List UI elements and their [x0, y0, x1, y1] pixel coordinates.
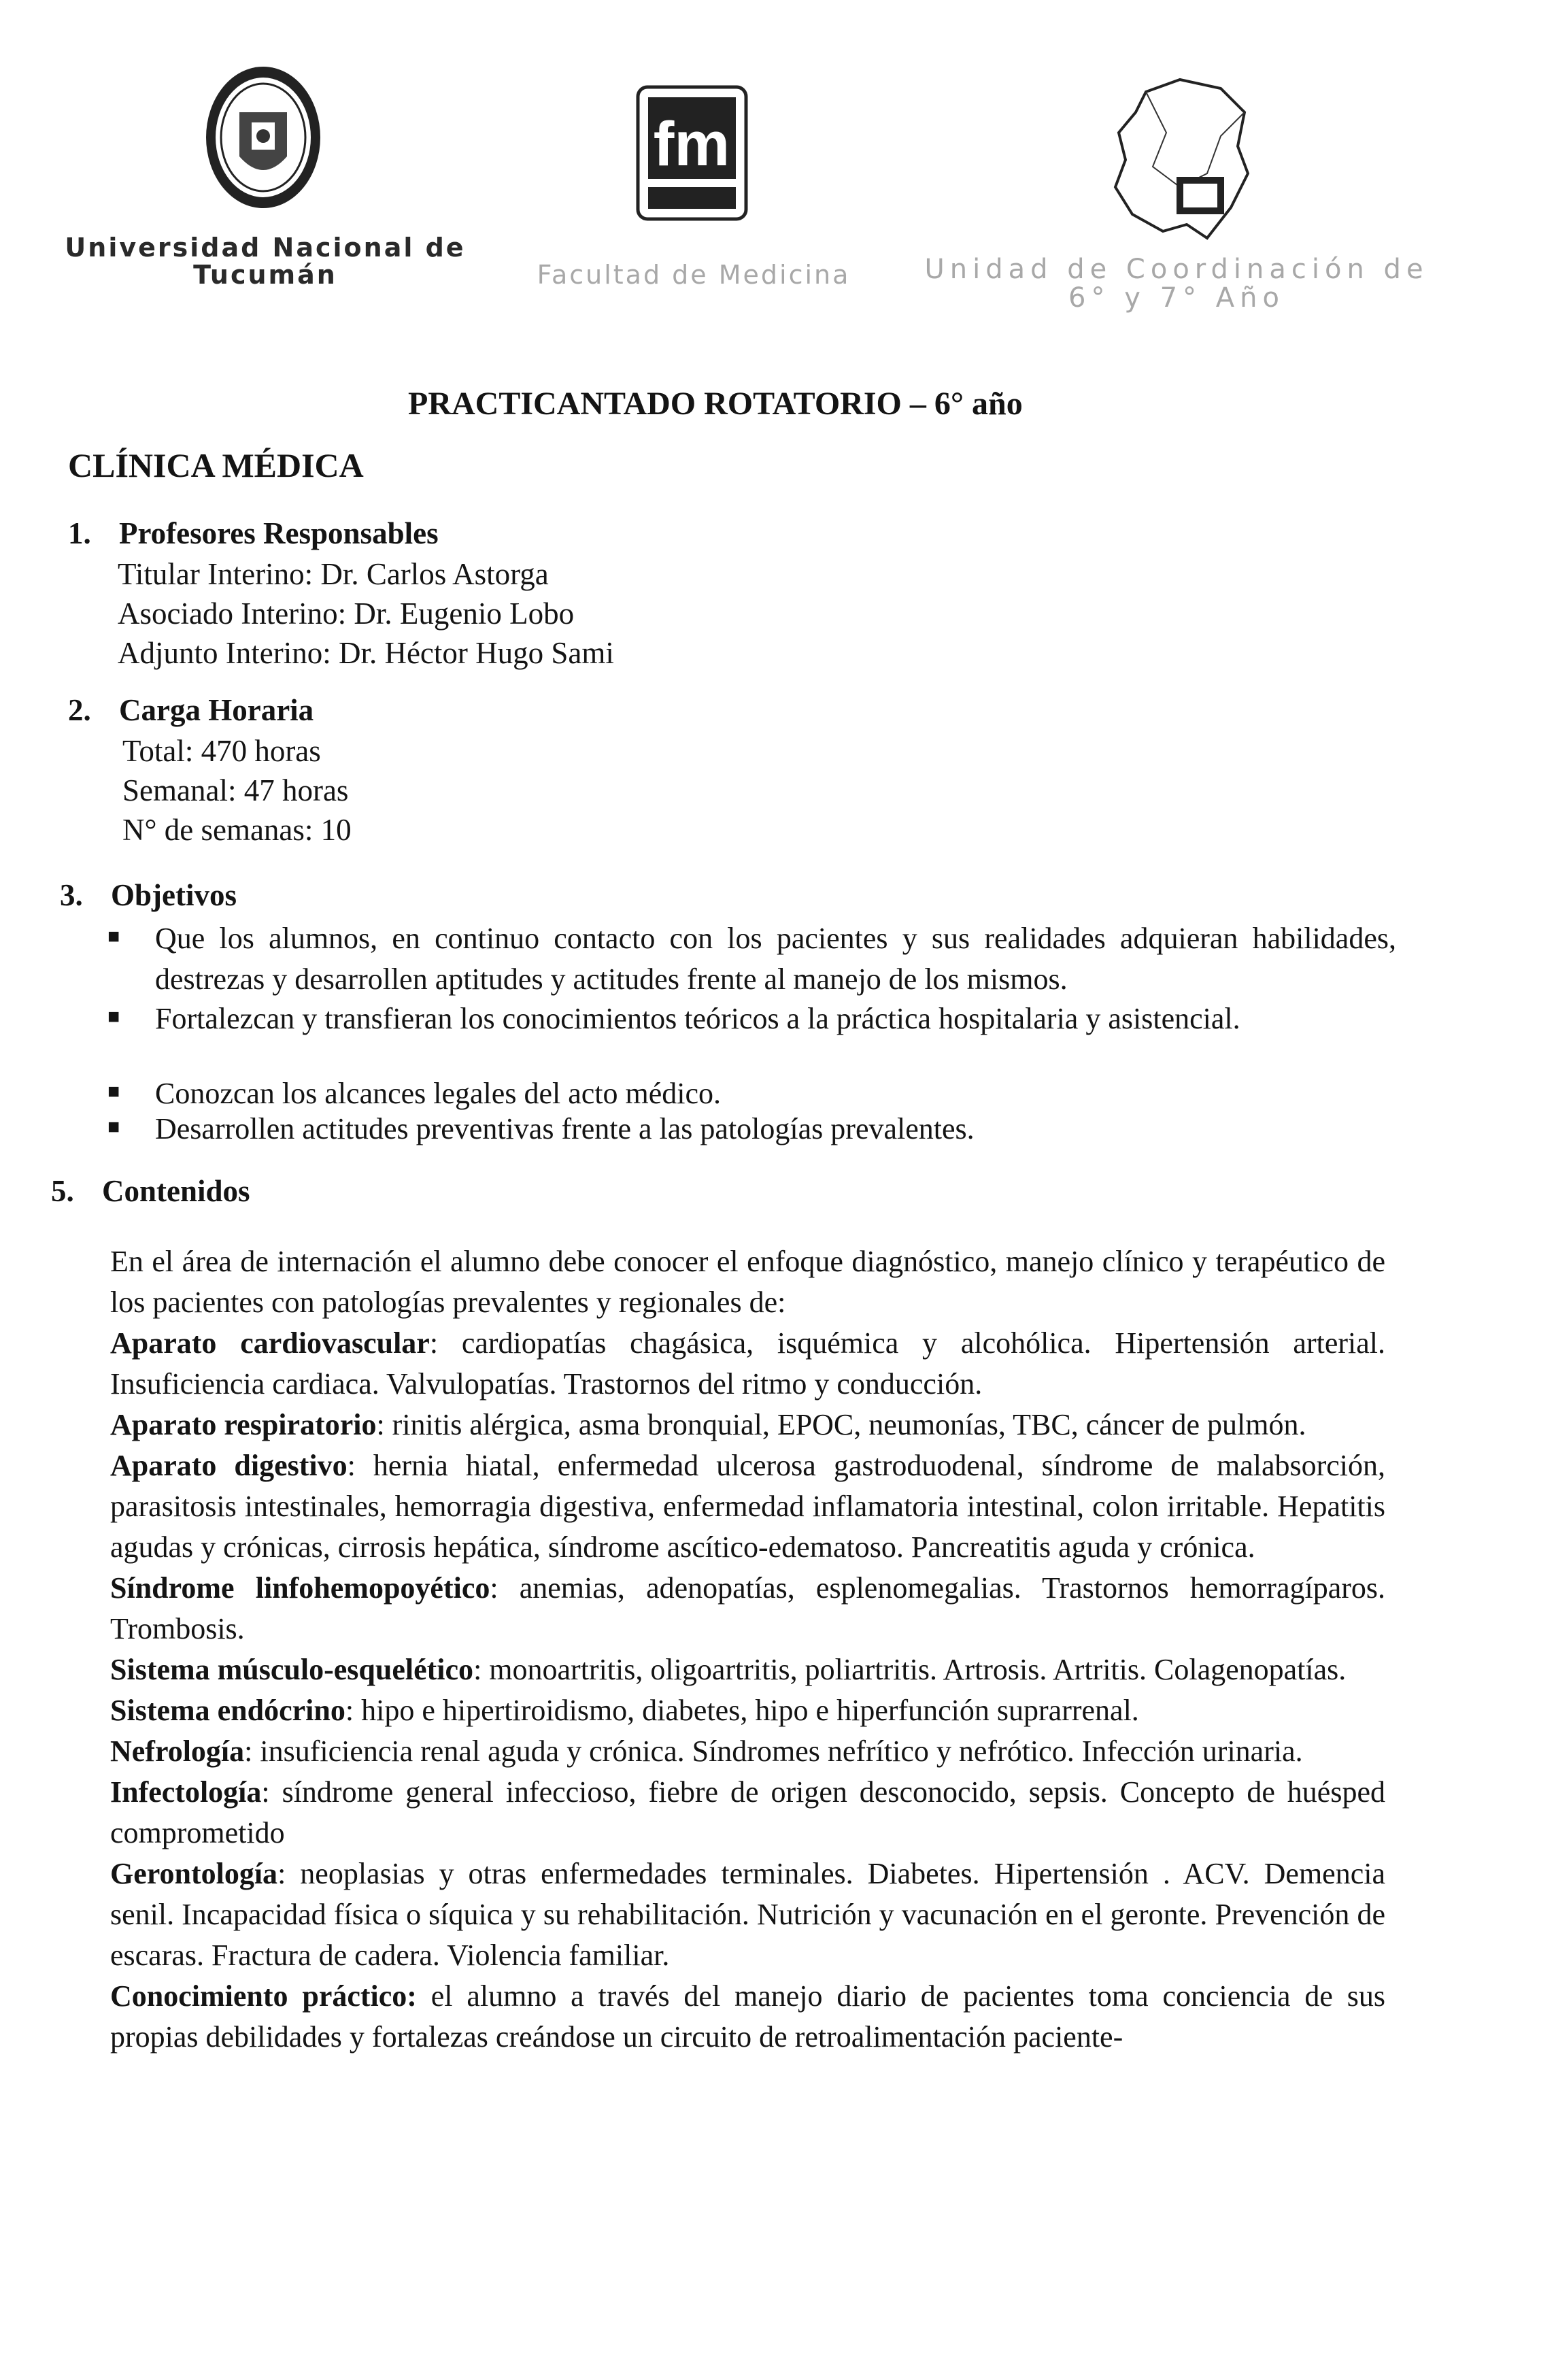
section-title: Contenidos	[102, 1174, 250, 1208]
section-profesores-heading	[68, 516, 439, 551]
faculty-fm-logo	[636, 85, 748, 221]
topic-label: Sistema músculo-esquelético	[110, 1653, 474, 1686]
topic-paragraph	[110, 1445, 1385, 1568]
topic-text: : rinitis alérgica, asma bronquial, EPOC, neumonías, TBC, cáncer de pulmón.	[376, 1408, 1306, 1441]
section-title: Carga Horaria	[119, 693, 314, 727]
topic-label: Sistema endócrino	[110, 1694, 345, 1727]
contenidos-body	[110, 1241, 1385, 2058]
topic-text: : neoplasias y otras enfermedades terminales. Diabetes. Hipertensión . ACV. Demencia senil. Incapacidad física o síquica y su rehabilitación. Nutrición y vacunación en el geronte. Prevención de escaras. Fractura de cadera. Violencia familiar.	[110, 1857, 1385, 1972]
topic-paragraph	[110, 1854, 1385, 1976]
faculty-name: Facultad de Medicina	[537, 260, 851, 290]
bullet-icon: ■	[107, 1116, 120, 1138]
profesor-line: Asociado Interino: Dr. Eugenio Lobo	[118, 597, 575, 631]
topic-label: Síndrome linfohemopoyético	[110, 1571, 490, 1605]
fm-logo-letters: fm	[653, 110, 730, 179]
section-number: 3.	[60, 878, 83, 912]
topic-label: Gerontología	[110, 1857, 278, 1890]
topic-text: : hipo e hipertiroidismo, diabetes, hipo e hiperfunción suprarrenal.	[345, 1694, 1139, 1727]
topic-label: Conocimiento práctico:	[110, 1979, 417, 2013]
section-title: Profesores Responsables	[119, 516, 439, 550]
bullet-icon: ■	[107, 925, 120, 948]
section-title: Objetivos	[111, 878, 237, 912]
coordination-unit-name: Unidad de Coordinación de 6° y 7° Año	[924, 254, 1429, 314]
section-carga-heading	[68, 692, 314, 728]
carga-line: Total: 470 horas	[122, 734, 321, 768]
section-objetivos-heading	[60, 877, 237, 913]
tucuman-map-logo	[1105, 71, 1255, 245]
contenidos-intro: En el área de internación el alumno debe conocer el enfoque diagnóstico, manejo clínico y terapéutico de los pacientes con patologías prevalentes y regionales de:	[110, 1245, 1385, 1319]
topic-paragraph	[110, 1649, 1385, 1690]
topic-paragraph	[110, 1976, 1385, 2058]
university-seal-logo	[204, 65, 323, 211]
topic-paragraph	[110, 1323, 1385, 1405]
topic-text: : monoartritis, oligoartritis, poliartritis. Artrosis. Artritis. Colagenopatías.	[473, 1653, 1347, 1686]
bullet-icon: ■	[107, 1005, 120, 1028]
topic-text: : síndrome general infeccioso, fiebre de origen desconocido, sepsis. Concepto de huésped comprometido	[110, 1775, 1385, 1849]
topic-label: Aparato digestivo	[110, 1449, 348, 1482]
topic-label: Aparato respiratorio	[110, 1408, 377, 1441]
topic-paragraph	[110, 1690, 1385, 1731]
profesor-line: Adjunto Interino: Dr. Héctor Hugo Sami	[118, 636, 614, 670]
section-number: 2.	[68, 693, 91, 727]
objetivo-item: Fortalezcan y transfieran los conocimientos teóricos a la práctica hospitalaria y asistencial.	[155, 1002, 1240, 1035]
profesor-line: Titular Interino: Dr. Carlos Astorga	[118, 557, 549, 591]
topic-label: Infectología	[110, 1775, 262, 1809]
section-number: 1.	[68, 516, 91, 550]
document-subtitle: CLÍNICA MÉDICA	[68, 446, 364, 484]
topic-label: Nefrología	[110, 1734, 245, 1768]
topic-paragraph	[110, 1568, 1385, 1649]
document-title: PRACTICANTADO ROTATORIO – 6° año	[408, 386, 1023, 422]
objetivo-item: Que los alumnos, en continuo contacto con los pacientes y sus realidades adquieran habilidades, destrezas y desarrollen aptitudes y actitudes frente al manejo de los mismos.	[155, 922, 1396, 996]
university-name: Universidad Nacional de Tucumán	[65, 233, 466, 290]
topic-paragraph	[110, 1731, 1385, 1772]
topic-text: el alumno a través del manejo diario de pacientes toma conciencia de sus propias debilidades y fortalezas creándose un circuito de retroalimentación paciente-	[110, 1979, 1385, 2054]
topic-label: Aparato cardiovascular	[110, 1326, 430, 1360]
topic-paragraph	[110, 1405, 1385, 1445]
topic-text: : anemias, adenopatías, esplenomegalias. Trastornos hemorragíparos. Trombosis.	[110, 1571, 1386, 1645]
carga-line: Semanal: 47 horas	[122, 773, 349, 807]
carga-line: N° de semanas: 10	[122, 813, 352, 847]
topic-text: : cardiopatías chagásica, isquémica y alcohólica. Hipertensión arterial. Insuficiencia cardiaca. Valvulopatías. Trastornos del ritmo y conducción.	[110, 1326, 1385, 1401]
bullet-icon: ■	[107, 1080, 120, 1103]
section-contenidos-heading	[51, 1173, 250, 1209]
topic-text: : hernia hiatal, enfermedad ulcerosa gastroduodenal, síndrome de malabsorción, parasitosis intestinales, hemorragia digestiva, enfermedad inflamatoria intestinal, colon irritable. Hepatitis agudas y crónicas, cirrosis hepática, síndrome ascítico-edematoso. Pancreatitis aguda y crónica.	[110, 1449, 1386, 1564]
topic-paragraph	[110, 1772, 1385, 1854]
topic-text: : insuficiencia renal aguda y crónica. Síndromes nefrítico y nefrótico. Infección urinaria.	[244, 1734, 1303, 1768]
objetivo-item: Conozcan los alcances legales del acto médico.	[155, 1077, 721, 1110]
section-number: 5.	[51, 1174, 74, 1208]
objetivo-item: Desarrollen actitudes preventivas frente a las patologías prevalentes.	[155, 1112, 975, 1145]
